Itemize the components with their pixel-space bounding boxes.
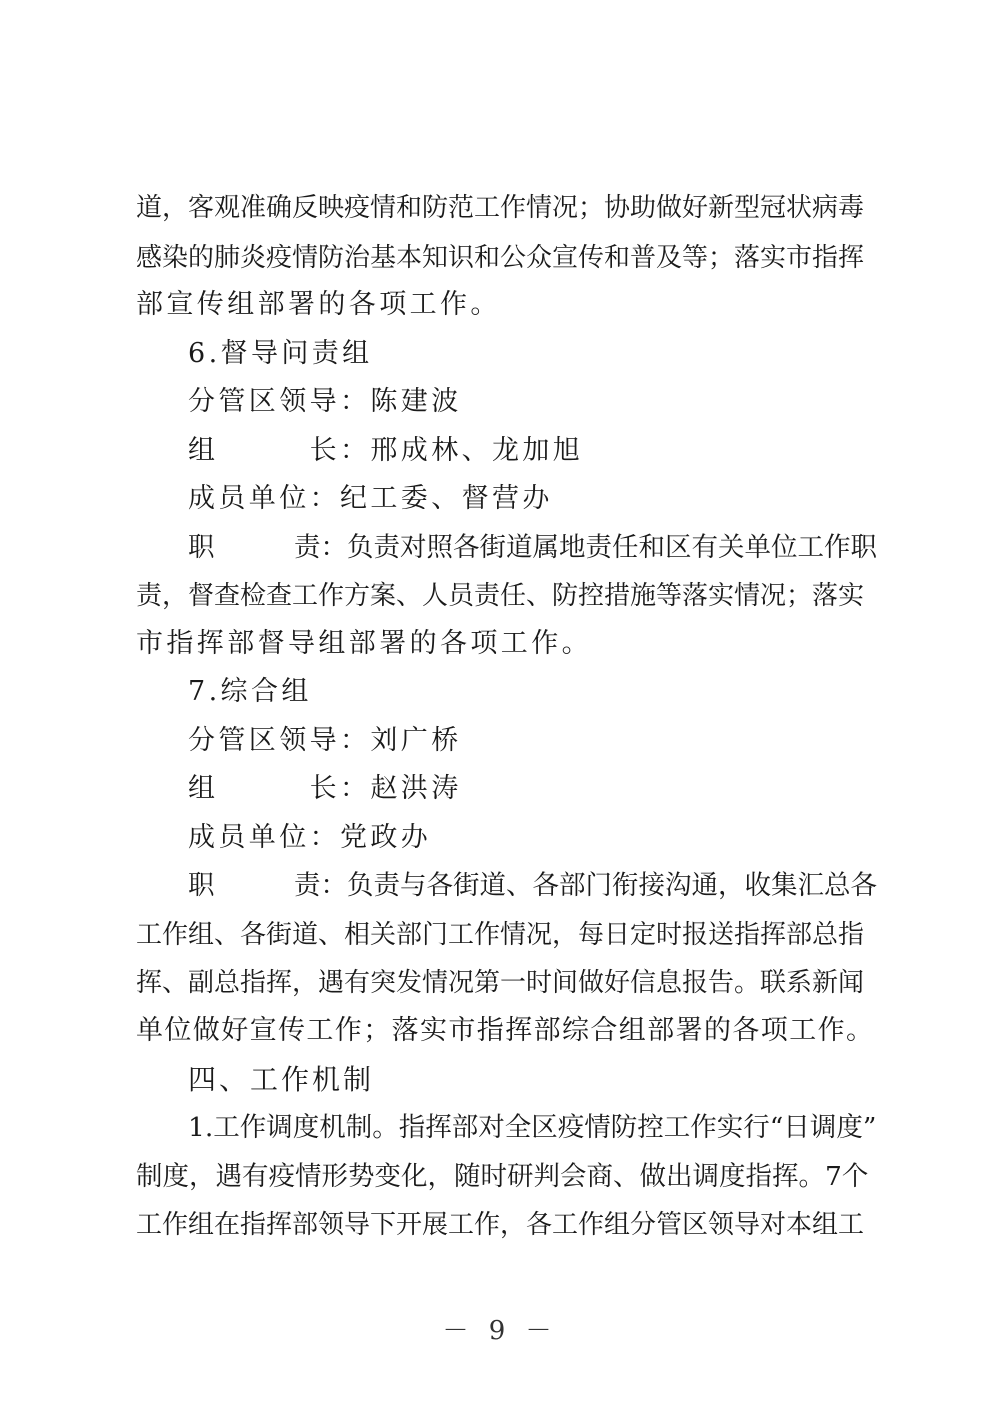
body-line: 1.工作调度机制。指挥部对全区疫情防控工作实行“日调度”	[188, 1112, 877, 1143]
field-leader: 分管区领导：刘广桥	[188, 725, 462, 756]
body-line: 道，客观准确反映疫情和防范工作情况；协助做好新型冠状病毒	[136, 193, 865, 223]
section-heading: 6.督导问责组	[188, 338, 373, 369]
body-line: 挥、副总指挥，遇有突发情况第一时间做好信息报告。联系新闻	[136, 968, 865, 998]
body-line: 市指挥部督导组部署的各项工作。	[136, 628, 592, 659]
body-line: 工作组在指挥部领导下开展工作，各工作组分管区领导对本组工	[136, 1210, 865, 1240]
body-line: 单位做好宣传工作；落实市指挥部综合组部署的各项工作。	[136, 1015, 875, 1046]
body-line: 制度，遇有疫情形势变化，随时研判会商、做出调度指挥。7个	[136, 1161, 869, 1192]
body-line: 责，督查检查工作方案、人员责任、防控措施等落实情况；落实	[136, 581, 865, 611]
body-line: 工作组、各街道、相关部门工作情况，每日定时报送指挥部总指	[136, 920, 865, 950]
field-group-leader: 组 长：赵洪涛	[188, 773, 462, 804]
field-members: 成员单位：党政办	[188, 822, 432, 853]
field-leader: 分管区领导：陈建波	[188, 386, 462, 417]
field-group-leader: 组 长：邢成林、龙加旭	[188, 435, 584, 466]
body-line: 部宣传组部署的各项工作。	[136, 289, 501, 320]
page-number: － 9 －	[442, 1316, 558, 1346]
chapter-heading: 四、工作机制	[188, 1063, 375, 1096]
field-duty: 职 责：负责与各街道、各部门衔接沟通，收集汇总各	[188, 870, 877, 901]
field-members: 成员单位：纪工委、督营办	[188, 483, 553, 514]
section-heading: 7.综合组	[188, 676, 312, 707]
field-duty: 职 责：负责对照各街道属地责任和区有关单位工作职	[188, 532, 877, 563]
body-line: 感染的肺炎疫情防治基本知识和公众宣传和普及等；落实市指挥	[136, 243, 865, 273]
